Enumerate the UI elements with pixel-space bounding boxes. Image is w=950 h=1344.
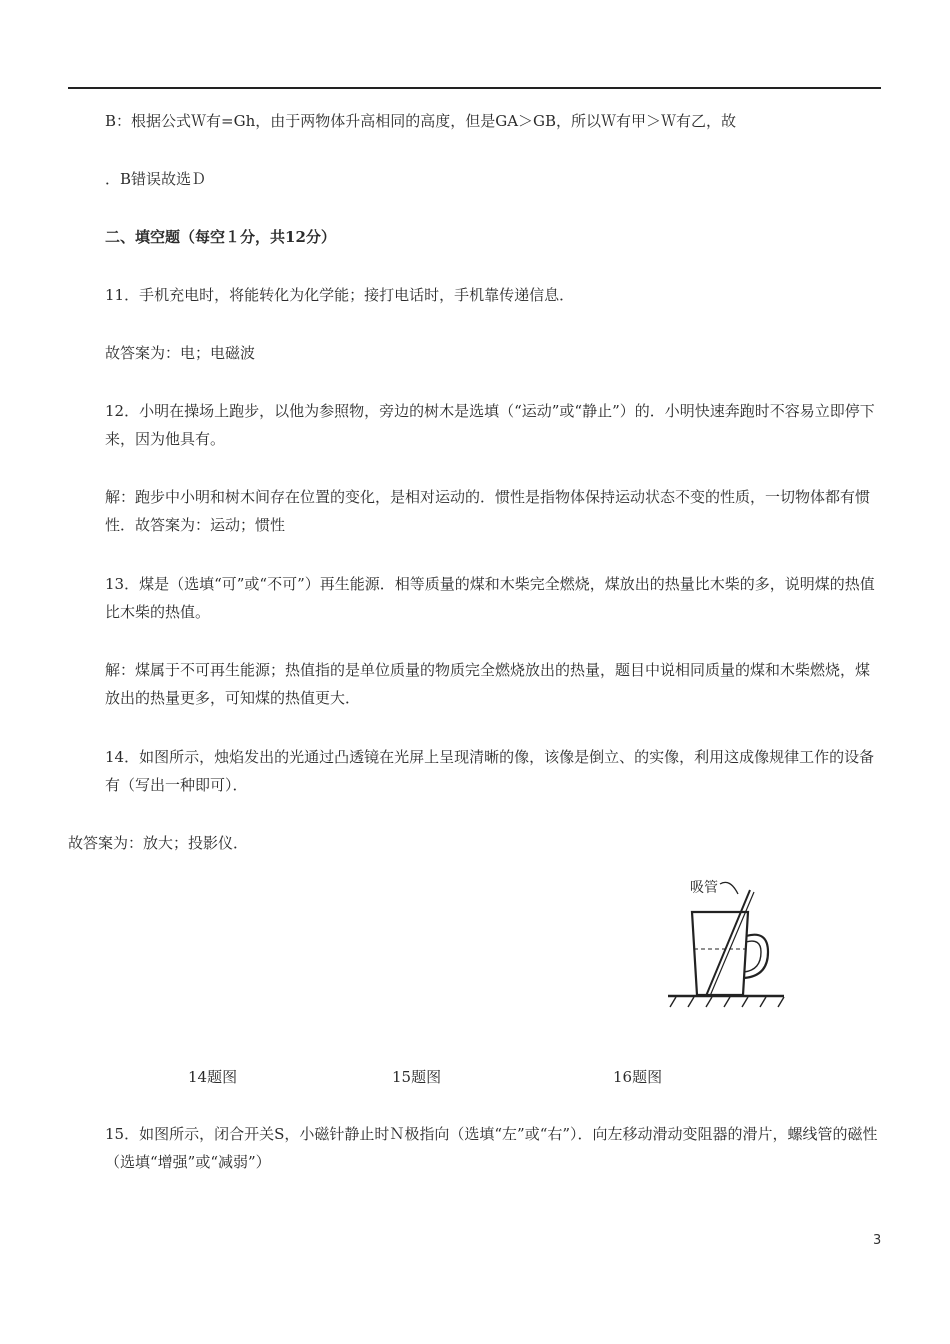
question-15: 15．如图所示，闭合开关S，小磁针静止时Ｎ极指向（选填“左”或“右”）．向左移动滑动变阻器的滑片，螺线管的磁性 （选填“增强”或“减弱”）: [105, 1125, 893, 1171]
question-11: 11．手机充电时，将能转化为化学能；接打电话时，手机靠传递信息．: [105, 286, 575, 304]
label-leader-line: [720, 882, 738, 894]
header-rule: [68, 87, 881, 89]
page-number: 3: [873, 1233, 882, 1248]
figure-14-caption: 14题图: [188, 1068, 238, 1086]
question-11-answer: 故答案为：电；电磁波: [105, 344, 256, 362]
cup-body: [692, 912, 748, 995]
question-14-answer: 故答案为：放大；投影仪．: [68, 834, 249, 852]
straw-label: 吸管: [690, 880, 718, 896]
b-analysis-line-2: ．B错误故选Ｄ: [105, 170, 207, 188]
figure-16-caption: 16题图: [613, 1068, 663, 1086]
ground-hatching: [670, 997, 784, 1007]
cup-straw-figure: [664, 872, 790, 1012]
straw-edge-2: [710, 892, 754, 996]
question-13-answer: 解：煤属于不可再生能源；热值指的是单位质量的物质完全燃烧放出的热量，题目中说相同质量的煤和木柴燃烧，煤放出的热量更多，可知煤的热值更大．: [105, 661, 871, 707]
question-14: 14．如图所示，烛焰发出的光通过凸透镜在光屏上呈现清晰的像，该像是倒立、的实像，利用这成像规律工作的设备有（写出一种即可）．: [105, 748, 875, 794]
question-12-answer: 解：跑步中小明和树木间存在位置的变化，是相对运动的．惯性是指物体保持运动状态不变的性质，一切物体都有惯性．故答案为：运动；惯性: [105, 488, 871, 534]
b-analysis-line-1: B：根据公式Ｗ有=Gh，由于两物体升高相同的高度，但是GA＞GB，所以Ｗ有甲＞Ｗ有乙，故: [105, 112, 737, 130]
figure-15-caption: 15题图: [392, 1068, 442, 1086]
question-12: 12．小明在操场上跑步，以他为参照物，旁边的树木是选填（“运动”或“静止”）的．小明快速奔跑时不容易立即停下来，因为他具有。: [105, 402, 875, 448]
section-title: 二、填空题（每空１分，共12分）: [105, 228, 336, 246]
question-13: 13．煤是（选填“可”或“不可”）再生能源．相等质量的煤和木柴完全燃烧，煤放出的热量比木柴的多，说明煤的热值比木柴的热值。: [105, 575, 875, 621]
